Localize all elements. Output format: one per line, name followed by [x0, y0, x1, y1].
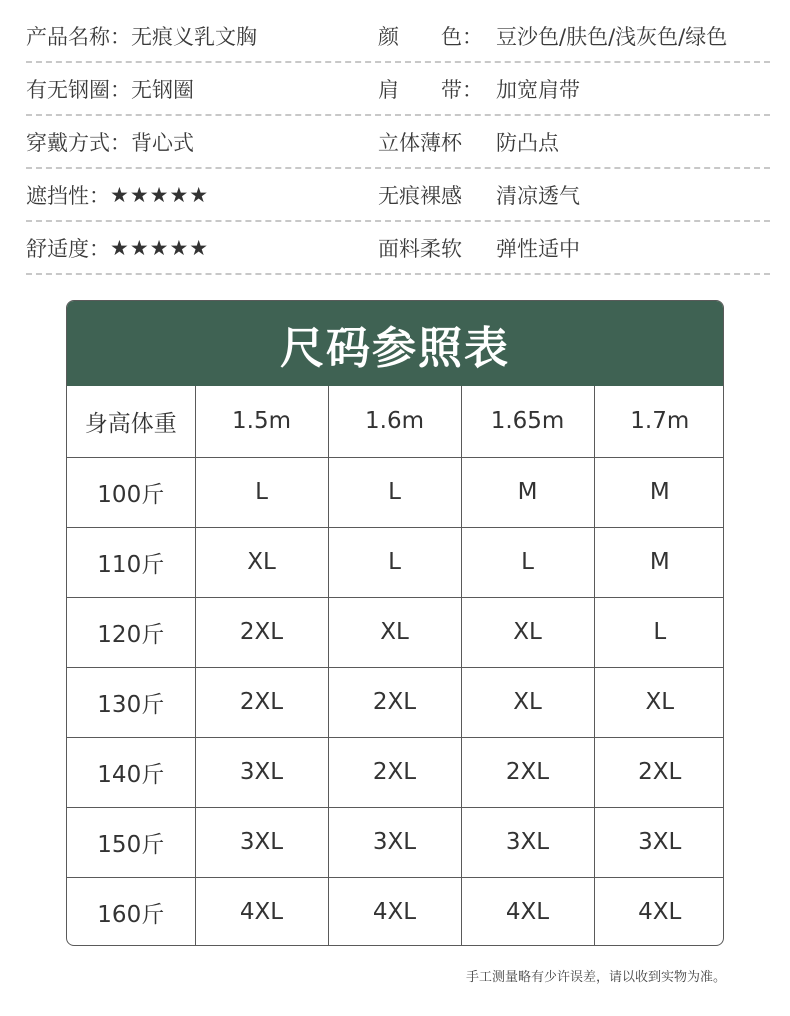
spec-label: 无痕裸感 — [378, 183, 462, 208]
size-cell: L — [328, 527, 461, 597]
height-header-cell: 1.7m — [594, 386, 724, 457]
weight-cell: 150斤 — [67, 807, 195, 877]
size-cell: 3XL — [461, 807, 594, 877]
weight-cell: 160斤 — [67, 877, 195, 946]
height-header-cell: 1.65m — [461, 386, 594, 457]
size-cell: M — [461, 457, 594, 527]
table-row — [67, 597, 724, 667]
product-spec-list — [26, 10, 770, 275]
size-cell: 3XL — [328, 807, 461, 877]
spec-label: 产品名称： — [26, 24, 131, 49]
size-cell: 2XL — [461, 737, 594, 807]
spec-label: 立体薄杯 — [378, 130, 462, 155]
spec-row-name-color — [26, 10, 770, 63]
spec-value: 加宽肩带 — [496, 77, 580, 102]
table-row — [67, 807, 724, 877]
size-cell: 4XL — [594, 877, 724, 946]
table-row — [67, 527, 724, 597]
size-cell: L — [461, 527, 594, 597]
size-cell: 3XL — [594, 807, 724, 877]
table-row — [67, 457, 724, 527]
size-cell: 2XL — [195, 597, 328, 667]
spec-label: 颜 色： — [378, 24, 483, 49]
size-cell: 3XL — [195, 807, 328, 877]
spec-label: 面料柔软 — [378, 236, 462, 261]
size-cell: M — [594, 527, 724, 597]
header-row — [67, 386, 724, 457]
spec-label: 肩 带： — [378, 77, 483, 102]
weight-cell: 100斤 — [67, 457, 195, 527]
spec-label: 遮挡性： — [26, 183, 110, 208]
size-cell: XL — [594, 667, 724, 737]
spec-row-comfort — [26, 222, 770, 275]
spec-value: 清凉透气 — [496, 183, 580, 208]
size-chart-table — [67, 386, 724, 946]
spec-label: 舒适度： — [26, 236, 110, 261]
size-cell: L — [328, 457, 461, 527]
spec-row-wire-strap — [26, 63, 770, 116]
weight-cell: 140斤 — [67, 737, 195, 807]
size-cell: 3XL — [195, 737, 328, 807]
header-label-cell: 身高体重 — [67, 386, 195, 457]
size-cell: XL — [328, 597, 461, 667]
spec-value: 豆沙色/肤色/浅灰色/绿色 — [496, 24, 728, 49]
size-cell: 4XL — [328, 877, 461, 946]
spec-value: 弹性适中 — [496, 236, 580, 261]
table-row — [67, 667, 724, 737]
size-cell: L — [195, 457, 328, 527]
spec-row-wear-cup — [26, 116, 770, 169]
star-rating: ★★★★★ — [110, 235, 210, 260]
table-row — [67, 877, 724, 946]
spec-label: 有无钢圈： — [26, 77, 131, 102]
star-rating: ★★★★★ — [110, 182, 210, 207]
height-header-cell: 1.5m — [195, 386, 328, 457]
spec-value: 无钢圈 — [131, 77, 194, 102]
height-header-cell: 1.6m — [328, 386, 461, 457]
size-cell: XL — [461, 667, 594, 737]
size-cell: L — [594, 597, 724, 667]
spec-value: 背心式 — [131, 130, 194, 155]
size-chart-title: 尺码参照表 — [67, 301, 723, 386]
size-cell: 2XL — [195, 667, 328, 737]
size-cell: 2XL — [328, 667, 461, 737]
size-cell: 4XL — [195, 877, 328, 946]
table-row — [67, 737, 724, 807]
weight-cell: 130斤 — [67, 667, 195, 737]
size-cell: XL — [195, 527, 328, 597]
size-cell: 4XL — [461, 877, 594, 946]
size-cell: XL — [461, 597, 594, 667]
spec-value: 防凸点 — [496, 130, 559, 155]
measurement-note: 手工测量略有少许误差，请以收到实物为准。 — [465, 970, 726, 985]
size-cell: M — [594, 457, 724, 527]
size-chart-card — [66, 300, 724, 946]
weight-cell: 110斤 — [67, 527, 195, 597]
spec-row-coverage — [26, 169, 770, 222]
spec-label: 穿戴方式： — [26, 130, 131, 155]
weight-cell: 120斤 — [67, 597, 195, 667]
size-cell: 2XL — [328, 737, 461, 807]
size-cell: 2XL — [594, 737, 724, 807]
spec-value: 无痕义乳文胸 — [131, 24, 257, 49]
